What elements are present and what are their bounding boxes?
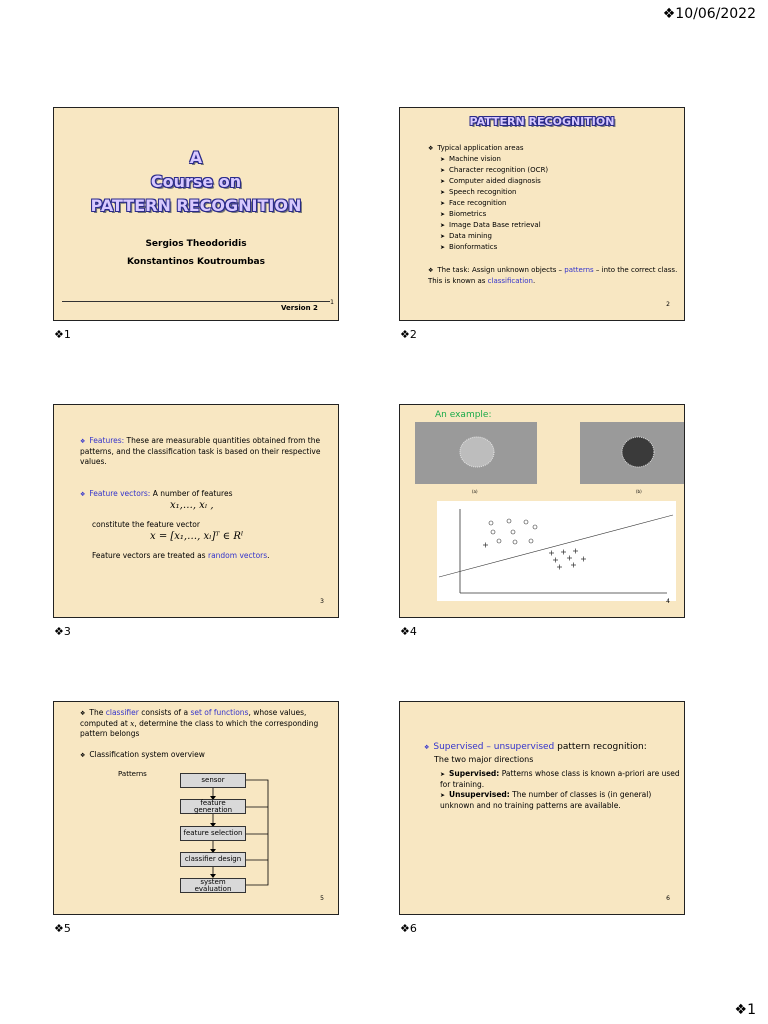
slide-3-number: 3	[320, 598, 324, 605]
slide-1-author-1: Sergios Theodoridis	[145, 239, 247, 249]
slide-3	[53, 404, 339, 618]
slide-3-fv-text: A number of features	[150, 489, 233, 498]
slide-6-heading	[424, 742, 647, 752]
blob-a-icon	[415, 422, 537, 484]
slide-5-overview-text: Classification system overview	[89, 750, 205, 759]
slide-4	[399, 404, 685, 618]
image-a-caption: (a)	[472, 489, 478, 494]
image-a	[415, 422, 537, 484]
page-date: ❖10/06/2022	[662, 6, 756, 22]
box-feature-generation: feature generation	[180, 799, 246, 814]
slide-6-label: ❖6	[400, 922, 417, 935]
slide-3-math-2: x = [x₁,…, xₗ]ᵀ ∈ Rˡ	[150, 531, 244, 542]
slide-3-label: ❖3	[54, 625, 71, 638]
slide-5-label: ❖5	[54, 922, 71, 935]
slide-2-list-item: ➤ Computer aided diagnosis	[440, 176, 548, 187]
slide-2-list-item: ➤ Image Data Base retrieval	[440, 220, 548, 231]
slide-2-label: ❖2	[400, 328, 417, 341]
slide-3-random-vectors: random vectors	[207, 551, 268, 560]
slide-4-example: An example:	[435, 410, 492, 420]
slide-2-task	[428, 265, 682, 286]
slide-6-heading-rest: pattern recognition:	[554, 742, 647, 752]
slide-4-label: ❖4	[400, 625, 417, 638]
box-sensor: sensor	[180, 773, 246, 788]
image-b-caption: (b)	[636, 489, 642, 494]
page-number: ❖1	[734, 1002, 756, 1018]
slide-5-classifier-word: classifier	[105, 708, 139, 717]
slide-2-task-patterns: patterns	[564, 266, 594, 274]
slide-5-patterns: Patterns	[118, 770, 147, 778]
slide-3-fv-heading: Feature vectors:	[89, 489, 151, 498]
slide-3-features-heading: Features:	[89, 436, 125, 445]
blob-b-icon	[580, 422, 685, 484]
slide-1-author-2: Konstantinos Koutroumbas	[126, 257, 265, 267]
slide-3-random-a: Feature vectors are treated as	[92, 551, 208, 560]
slide-4-number: 4	[666, 598, 670, 605]
slide-2-list-item: ➤ Machine vision	[440, 154, 548, 165]
slide-6-unsupervised-heading: Unsupervised:	[449, 790, 510, 799]
image-b	[580, 422, 685, 484]
slide-2	[399, 107, 685, 321]
box-classifier-design: classifier design	[180, 852, 246, 867]
slide-6-supervised-unsupervised: Supervised – unsupervised	[433, 742, 555, 752]
slide-5-p1-c: consists of a	[138, 708, 191, 717]
slide-5-x: x	[130, 719, 135, 728]
slide-5	[53, 701, 339, 915]
slide-1-version: Version 2	[281, 304, 318, 312]
slide-2-task-a: The task: Assign unknown objects –	[437, 266, 565, 274]
slide-5-number: 5	[320, 895, 324, 902]
slide-2-list-item: ➤ Character recognition (OCR)	[440, 165, 548, 176]
slide-1-label: ❖1	[54, 328, 71, 341]
slide-2-list-item: ➤ Data mining	[440, 231, 548, 242]
slide-2-intro: ❖ Typical application areas	[428, 143, 524, 154]
slide-2-list-item: ➤ Biometrics	[440, 209, 548, 220]
box-system-evaluation: system evaluation	[180, 878, 246, 893]
slide-2-list	[440, 154, 548, 253]
slide-1-number: 1	[330, 299, 334, 306]
slide-6-supervised-text: Patterns whose class is known a-priori are used for training.	[440, 769, 680, 789]
slide-6-supervised-heading: Supervised:	[449, 769, 500, 778]
slide-3-random-c: .	[267, 551, 270, 560]
slide-2-list-item: ➤ Bionformatics	[440, 242, 548, 253]
slide-2-title: PATTERN RECOGNITION	[469, 115, 615, 128]
slide-6-number: 6	[666, 895, 670, 902]
slide-3-features-text: These are measurable quantities obtained from the patterns, and the classification task is based on their respective values.	[80, 436, 321, 466]
slide-1-rule	[62, 301, 330, 302]
slide-2-list-item: ➤ Face recognition	[440, 198, 548, 209]
slide-6-supervised	[440, 769, 680, 790]
box-feature-selection: feature selection	[180, 826, 246, 841]
slide-3-features	[80, 436, 338, 467]
slide-5-p1-e: , whose values, computed at	[80, 708, 307, 728]
slide-6-two: The two major directions	[434, 755, 534, 764]
slide-5-set-of-functions: set of functions	[190, 708, 249, 717]
slide-6	[399, 701, 685, 915]
slide-2-task-classification: classification	[487, 277, 533, 285]
slide-6-unsupervised-text: The number of classes is (in general) unknown and no training patterns are available.	[440, 790, 652, 810]
slide-3-math-1: x₁,…, xₗ ,	[170, 500, 214, 511]
slide-3-random	[92, 551, 270, 561]
slide-5-p1-a: The	[89, 708, 106, 717]
slide-2-task-e: .	[532, 277, 536, 285]
slide-2-task-c: – into the correct class. This is known as	[428, 266, 678, 285]
slide-1-title-a: A	[189, 148, 203, 167]
slide-2-number: 2	[666, 301, 670, 308]
slide-1-title-b: Course on	[150, 172, 242, 191]
slide-1	[53, 107, 339, 321]
slide-6-unsupervised	[440, 790, 680, 811]
slide-3-feature-vectors	[80, 489, 233, 500]
slide-1-title-c: PATTERN RECOGNITION	[90, 196, 302, 215]
scatter-svg	[437, 501, 676, 601]
slide-2-list-item: ➤ Speech recognition	[440, 187, 548, 198]
scatter-plot	[437, 501, 676, 601]
slide-3-constitute: constitute the feature vector	[92, 520, 200, 529]
slide-5-p1-g: , determine the class to which the corresponding pattern belongs	[80, 719, 319, 738]
